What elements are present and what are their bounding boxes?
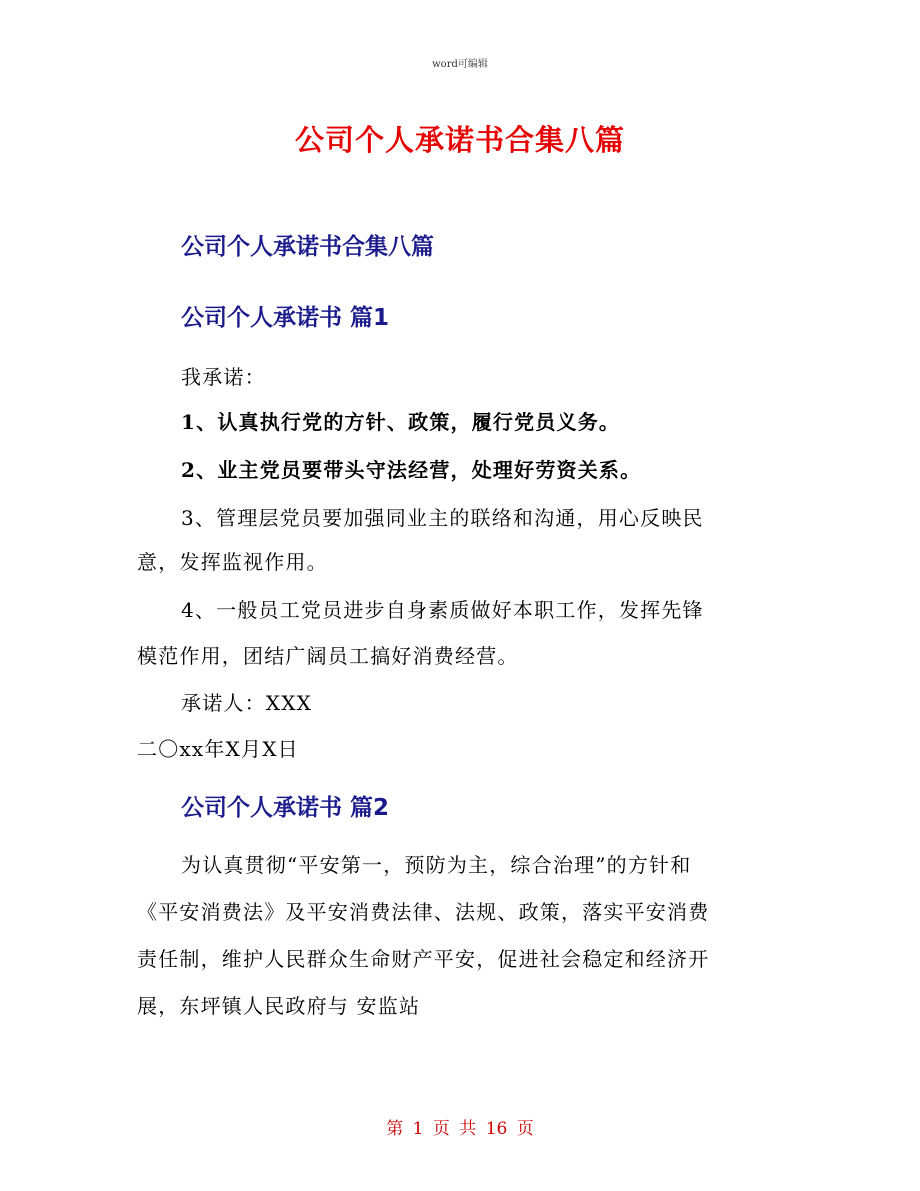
part2-line3: 责任制，维护人民群众生命财产平安，促进社会稳定和经济开 — [137, 947, 710, 971]
part1-item3-line1: 3、管理层党员要加强同业主的联络和沟通，用心反映民 — [181, 506, 704, 530]
part1-item2: 2、业主党员要带头守法经营，处理好劳资关系。 — [181, 458, 642, 482]
part1-item1: 1、认真执行党的方针、政策，履行党员义务。 — [181, 410, 621, 434]
part2-line1: 为认真贯彻“平安第一，预防为主，综合治理”的方针和 — [181, 853, 692, 877]
part1-signer: 承诺人：XXX — [181, 691, 313, 715]
part1-heading: 公司个人承诺书 篇1 — [181, 305, 390, 331]
part2-heading: 公司个人承诺书 篇2 — [181, 795, 390, 821]
part1-intro: 我承诺： — [181, 365, 266, 389]
section-heading: 公司个人承诺书合集八篇 — [181, 234, 434, 260]
header-note: word可编辑 — [432, 59, 488, 70]
part1-item4-line2: 模范作用，团结广阔员工搞好消费经营。 — [137, 644, 519, 668]
document-title: 公司个人承诺书合集八篇 — [294, 123, 625, 157]
page-footer: 第 1 页 共 16 页 — [386, 1119, 534, 1139]
part2-line4: 展，东坪镇人民政府与 安监站 — [137, 994, 421, 1018]
part1-date: 二〇xx年X月X日 — [137, 737, 299, 761]
part2-line2: 《平安消费法》及平安消费法律、法规、政策，落实平安消费 — [137, 900, 710, 924]
part1-item3-line2: 意，发挥监视作用。 — [137, 550, 328, 574]
part1-item4-line1: 4、一般员工党员进步自身素质做好本职工作，发挥先锋 — [181, 598, 704, 622]
